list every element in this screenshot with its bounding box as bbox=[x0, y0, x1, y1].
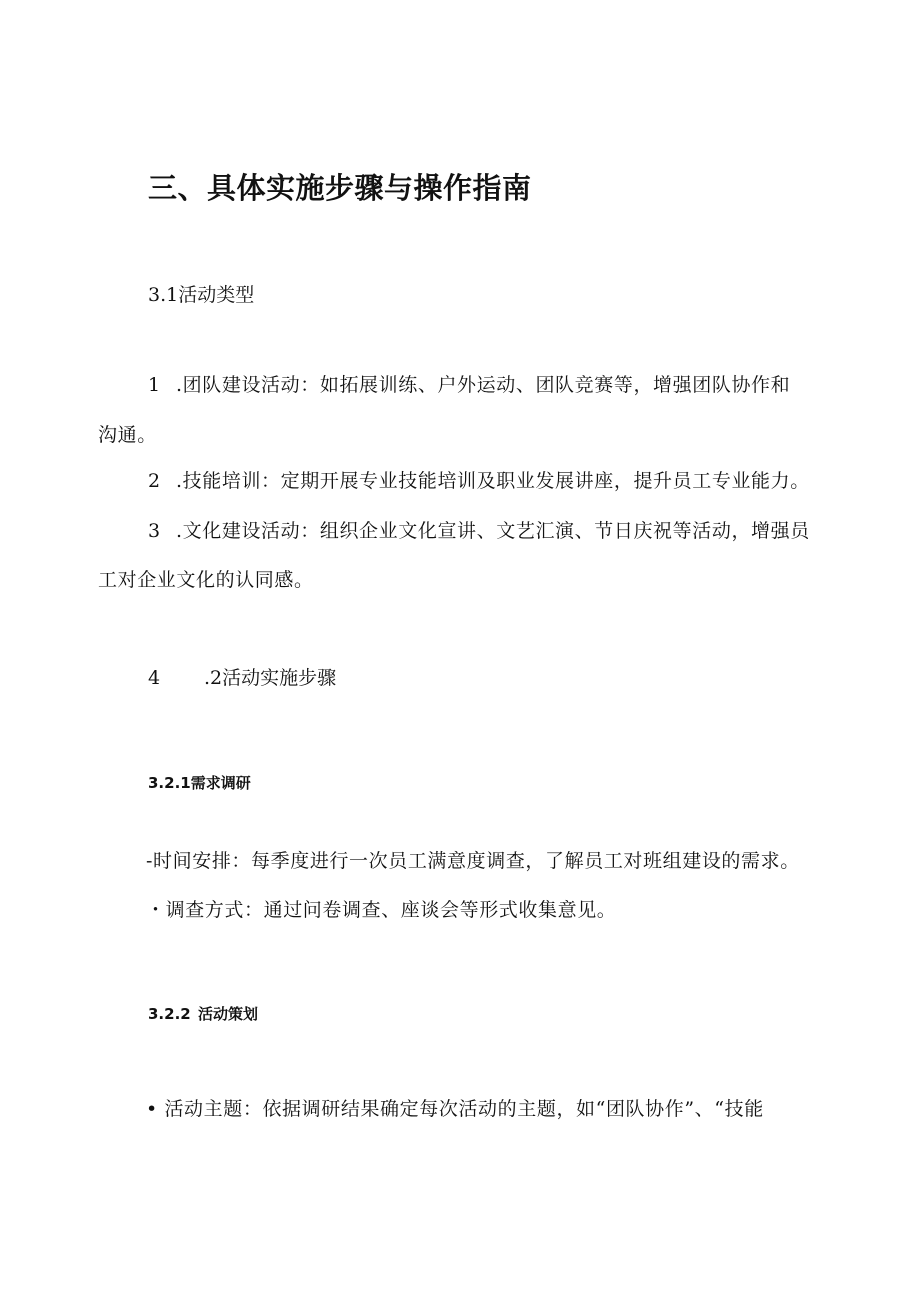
bullet-schedule: -时间安排：每季度进行一次员工满意度调查，了解员工对班组建设的需求。 bbox=[146, 850, 800, 872]
list-item-3-line-2: 工对企业文化的认同感。 bbox=[98, 569, 314, 591]
subsubsection-heading-3-2-1: 3.2.1需求调研 bbox=[148, 774, 251, 792]
list-item-number: 3 bbox=[148, 520, 161, 542]
list-item-number: 1 bbox=[148, 374, 161, 396]
heading-text: 活动策划 bbox=[198, 1005, 259, 1023]
list-item-text: .团队建设活动：如拓展训练、户外运动、团队竞赛等，增强团队协作和 bbox=[176, 374, 791, 396]
heading-text: .2活动实施步骤 bbox=[204, 667, 337, 689]
subsubsection-heading-3-2-2 bbox=[148, 1003, 258, 1024]
subsection-heading-3-1: 3.1活动类型 bbox=[148, 284, 255, 306]
list-item-1-line-1 bbox=[148, 370, 790, 397]
list-item-number: 2 bbox=[148, 470, 161, 492]
heading-number: 3.2.2 bbox=[148, 1005, 191, 1023]
subsection-heading-3-2 bbox=[148, 663, 336, 690]
list-item-text: .文化建设活动：组织企业文化宣讲、文艺汇演、节日庆祝等活动，增强员 bbox=[176, 520, 810, 542]
bullet-survey-method: ・调查方式：通过问卷调查、座谈会等形式收集意见。 bbox=[146, 899, 617, 921]
section-title: 三、具体实施步骤与操作指南 bbox=[148, 171, 532, 205]
heading-number: 4 bbox=[148, 667, 161, 689]
bullet-activity-theme: • 活动主题：依据调研结果确定每次活动的主题，如“团队协作”、“技能 bbox=[146, 1098, 764, 1120]
list-item-3-line-1 bbox=[148, 516, 810, 543]
list-item-2-line-1 bbox=[148, 466, 810, 493]
list-item-text: .技能培训：定期开展专业技能培训及职业发展讲座，提升员工专业能力。 bbox=[176, 470, 810, 492]
list-item-1-line-2: 沟通。 bbox=[98, 424, 157, 446]
